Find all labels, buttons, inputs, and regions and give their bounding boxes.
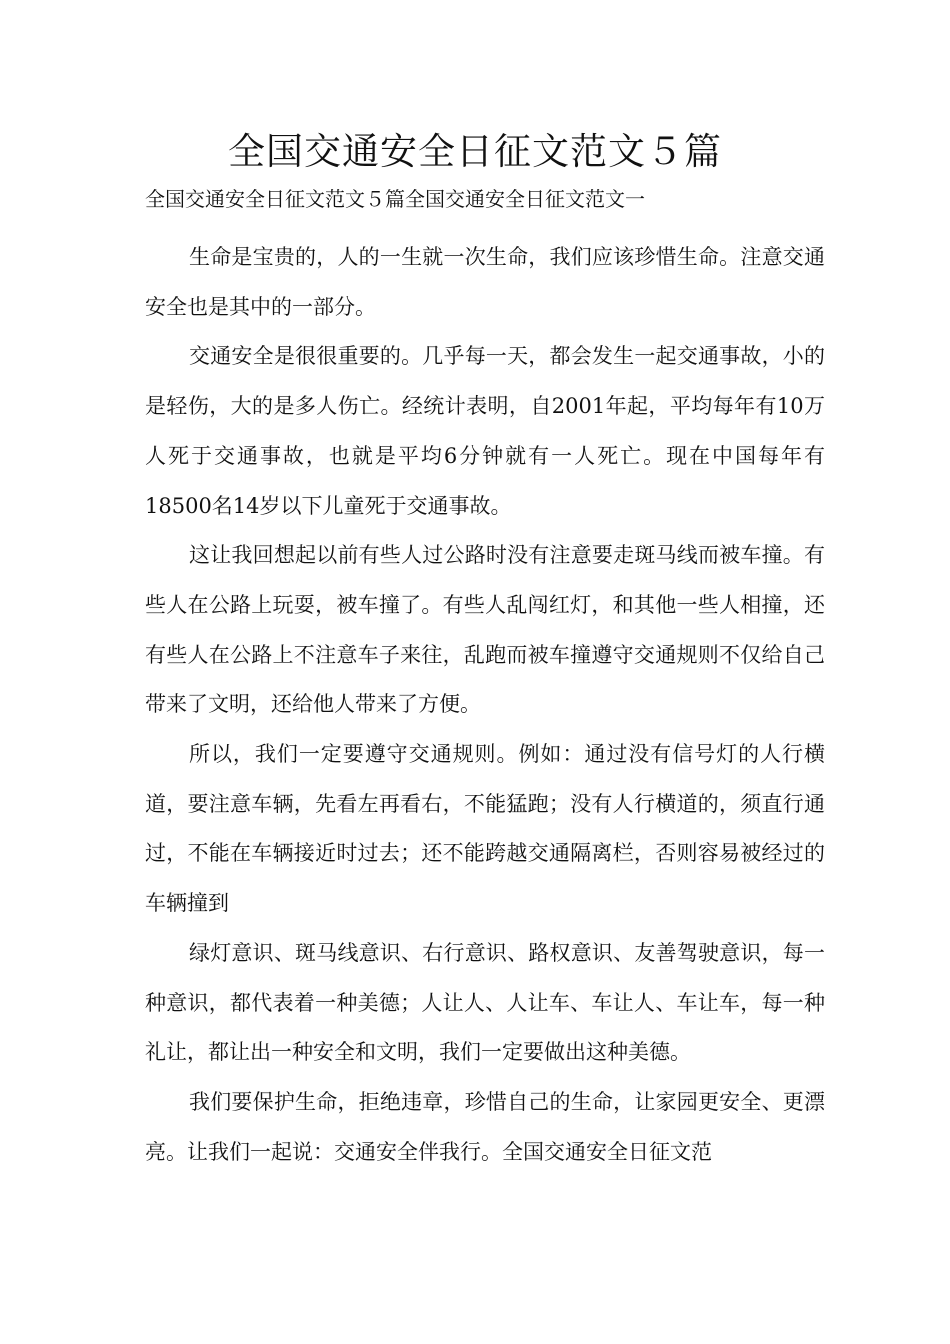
paragraph: 所以，我们一定要遵守交通规则。例如：通过没有信号灯的人行横道，要注意车辆，先看左再看右，不能猛跑；没有人行横道的，须直行通过，不能在车辆接近时过去；还不能跨越交通隔离栏，否则容易被经过的车辆撞到	[145, 742, 825, 916]
paragraph: 绿灯意识、斑马线意识、右行意识、路权意识、友善驾驶意识，每一种意识，都代表着一种美德；人让人、人让车、车让人、车让车，每一种礼让，都让出一种安全和文明，我们一定要做出这种美德。	[145, 940, 825, 1065]
document-title: 全国交通安全日征文范文５篇	[228, 130, 722, 173]
paragraph: 生命是宝贵的，人的一生就一次生命，我们应该珍惜生命。注意交通安全也是其中的一部分。	[145, 245, 825, 319]
document-body	[145, 233, 825, 1177]
paragraph: 这让我回想起以前有些人过公路时没有注意要走斑马线而被车撞。有些人在公路上玩耍，被车撞了。有些人乱闯红灯，和其他一些人相撞，还有些人在公路上不注意车子来往，乱跑而被车撞遵守交通规则不仅给自己带来了文明，还给他人带来了方便。	[145, 543, 825, 717]
paragraph: 我们要保护生命，拒绝违章，珍惜自己的生命，让家园更安全、更漂亮。让我们一起说：交通安全伴我行。全国交通安全日征文范	[145, 1089, 825, 1164]
paragraph: 交通安全是很很重要的。几乎每一天，都会发生一起交通事故，小的是轻伤，大的是多人伤亡。经统计表明，自2001年起，平均每年有10万人死于交通事故，也就是平均6分钟就有一人死亡。现在中国每年有18500名14岁以下儿童死于交通事故。	[145, 344, 825, 518]
document-subtitle: 全国交通安全日征文范文５篇全国交通安全日征文范文一	[145, 187, 645, 211]
